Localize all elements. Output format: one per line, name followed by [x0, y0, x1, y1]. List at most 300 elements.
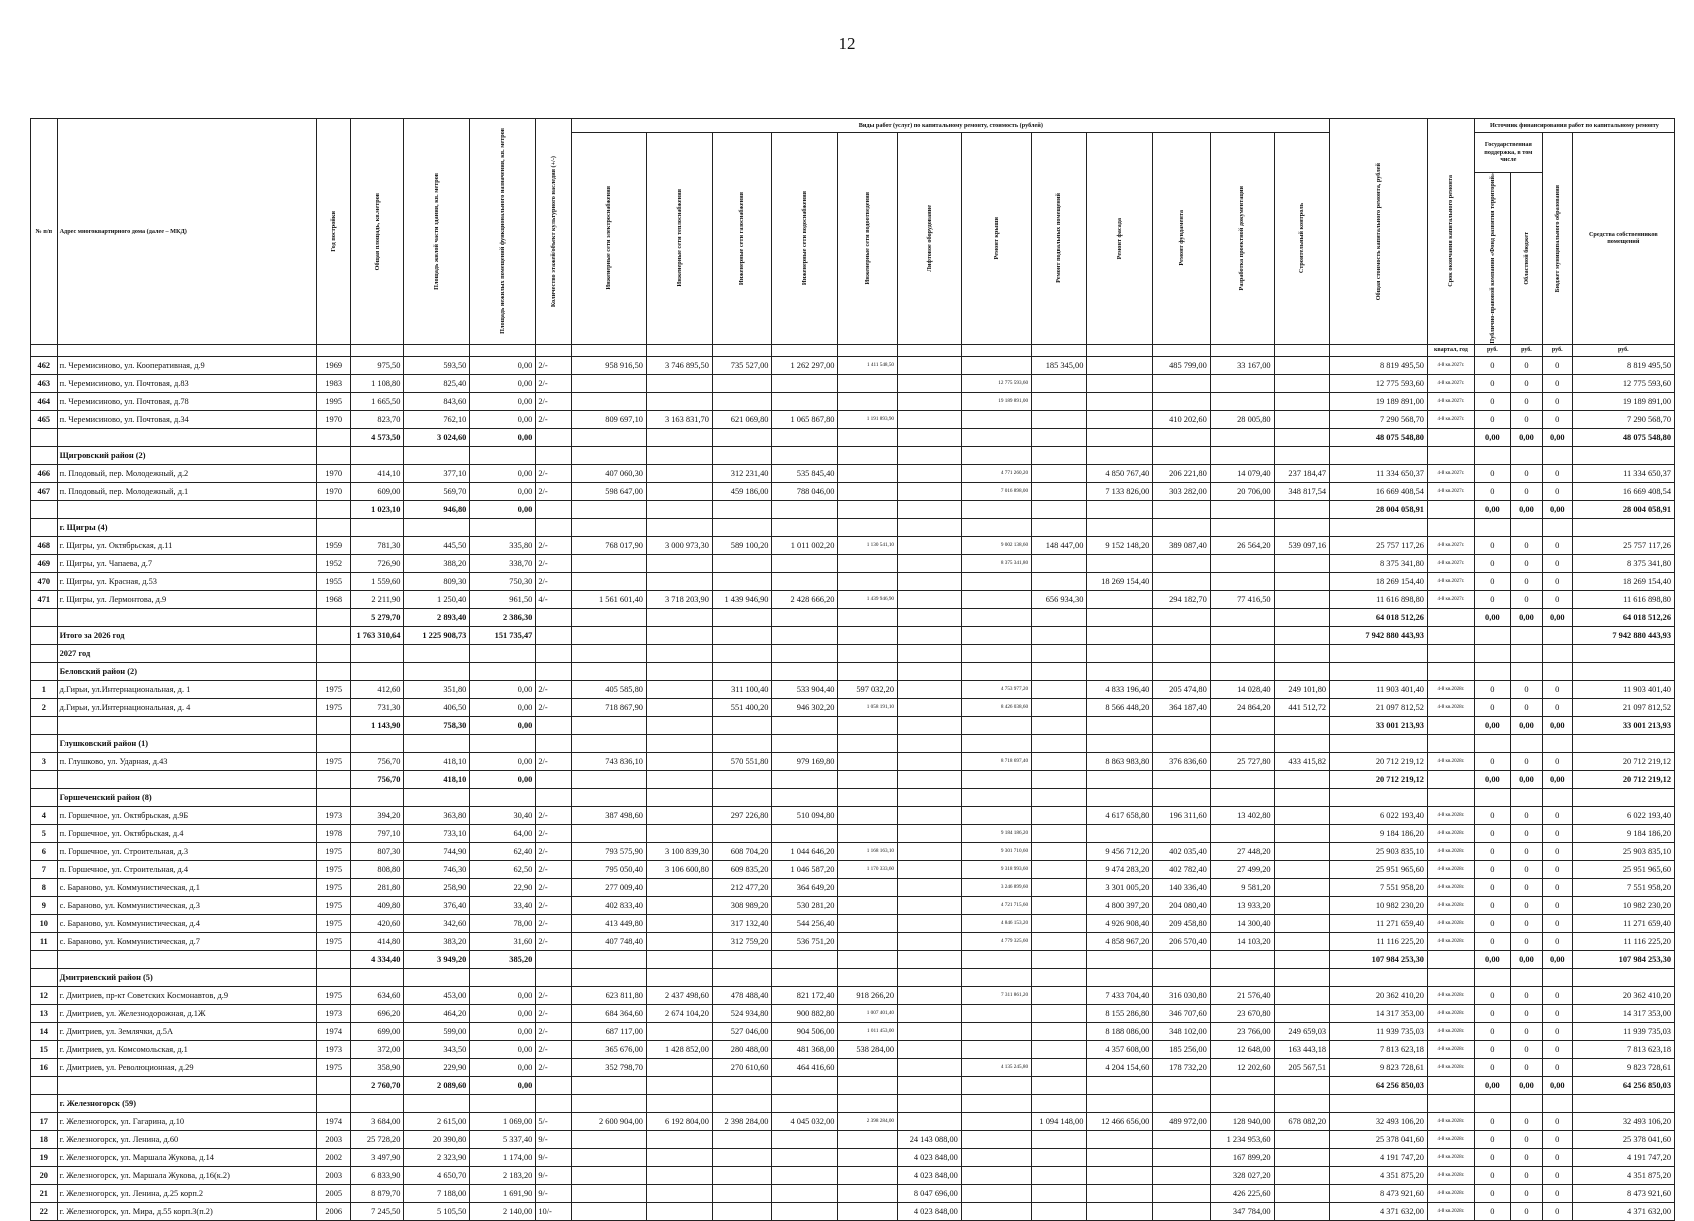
cell-control: [1274, 410, 1330, 428]
cell-found: [1153, 554, 1210, 572]
cell-total: 1 023,10: [351, 500, 404, 518]
cell-empty: [1210, 968, 1274, 986]
table-row: [31, 698, 1675, 716]
cell-nonres: 22,90: [470, 878, 536, 896]
cell-empty: [1153, 662, 1210, 680]
cell-reg: 0: [1510, 914, 1542, 932]
cell-nonres: 0,00: [470, 680, 536, 698]
cell-year: 1970: [317, 482, 351, 500]
cell-dl: [1427, 608, 1474, 626]
cell-facade: 9 456 712,20: [1087, 842, 1153, 860]
cell-cost: 25 757 117,26: [1330, 536, 1428, 554]
cell-year: 1973: [317, 1040, 351, 1058]
cell-year: 1995: [317, 392, 351, 410]
cell-roof: [961, 1148, 1031, 1166]
cell-gas: [712, 374, 772, 392]
cell-fund: 0,00: [1474, 716, 1510, 734]
cell-found: 206 570,40: [1153, 932, 1210, 950]
cell-fund: 0: [1474, 392, 1510, 410]
cell-water: [772, 392, 838, 410]
table-row: [31, 392, 1675, 410]
cell-design: 1 234 953,60: [1210, 1130, 1274, 1148]
cell-addr: [57, 428, 317, 446]
cell-facade: 4 617 658,80: [1087, 806, 1153, 824]
cell-year: [317, 500, 351, 518]
cell-base: [1032, 464, 1087, 482]
cell-sewer: [838, 932, 898, 950]
cell-base: [1032, 698, 1087, 716]
cell-design: [1210, 608, 1274, 626]
cell-control: [1274, 1184, 1330, 1202]
cell-total: 281,80: [351, 878, 404, 896]
unit-deadline: квартал, год: [1427, 344, 1474, 356]
cell-living: 229,90: [404, 1058, 470, 1076]
cell-empty: [470, 734, 536, 752]
cell-lift: [898, 356, 962, 374]
cell-dl: 4-й кв.2027г.: [1427, 374, 1474, 392]
cell-found: [1153, 392, 1210, 410]
cell-no: 3: [31, 752, 58, 770]
cell-nonres: 385,20: [470, 950, 536, 968]
cell-gas: [712, 392, 772, 410]
cell-water: 900 882,80: [772, 1004, 838, 1022]
cell-water: [772, 716, 838, 734]
cell-empty: [572, 788, 646, 806]
cell-base: [1032, 626, 1087, 644]
cell-no: 469: [31, 554, 58, 572]
cell-own: 48 075 548,80: [1572, 428, 1674, 446]
cell-empty: [1330, 788, 1428, 806]
cell-year: [317, 1076, 351, 1094]
cell-addr: г. Железногорск, ул. Мира, д.55 корп.3(п.2): [57, 1202, 317, 1220]
cell-heat: [646, 464, 712, 482]
cell-reg: 0: [1510, 680, 1542, 698]
cell-addr: с. Бараново, ул. Коммунистическая, д.3: [57, 896, 317, 914]
unit-rub-municipal: руб.: [1542, 344, 1572, 356]
cell-roof: [961, 1184, 1031, 1202]
header-owners-funds: Средства собственников помещений: [1572, 133, 1674, 345]
header-heat: Инженерные сети теплоснабжения: [646, 133, 712, 345]
cell-year: 1978: [317, 824, 351, 842]
cell-design: 14 079,40: [1210, 464, 1274, 482]
cell-gas: 312 759,20: [712, 932, 772, 950]
cell-empty: [31, 662, 58, 680]
cell-cost: 11 939 735,03: [1330, 1022, 1428, 1040]
cell-empty: [1330, 662, 1428, 680]
cell-empty: [961, 518, 1031, 536]
cell-gas: 308 989,20: [712, 896, 772, 914]
cell-living: 406,50: [404, 698, 470, 716]
cell-control: [1274, 860, 1330, 878]
cell-heat: [646, 932, 712, 950]
cell-empty: [838, 644, 898, 662]
cell-design: [1210, 770, 1274, 788]
cell-no: 462: [31, 356, 58, 374]
cell-floors: 2/-: [536, 896, 572, 914]
cell-cost: 4 371 632,00: [1330, 1202, 1428, 1220]
cell-floors: 2/-: [536, 914, 572, 932]
cell-sewer: [838, 554, 898, 572]
cell-lift: [898, 860, 962, 878]
cell-roof: [961, 716, 1031, 734]
cell-label: Итого за 2026 год: [57, 626, 317, 644]
cell-control: 441 512,72: [1274, 698, 1330, 716]
cell-floors: 2/-: [536, 986, 572, 1004]
cell-empty: [898, 644, 962, 662]
cell-addr: г. Дмитриев, ул. Землячки, д.5А: [57, 1022, 317, 1040]
table-row: [31, 1166, 1675, 1184]
cell-no: 10: [31, 914, 58, 932]
header-no: № п/п: [31, 119, 58, 345]
cell-no: 20: [31, 1166, 58, 1184]
group-label: 2027 год: [57, 644, 317, 662]
cell-floors: 2/-: [536, 824, 572, 842]
header-state-support: Государственная поддержка, в том числе: [1474, 133, 1542, 173]
cell-lift: [898, 464, 962, 482]
header-design: Разработка проектной документации: [1210, 133, 1274, 345]
cell-living: 758,30: [404, 716, 470, 734]
cell-floors: 9/-: [536, 1130, 572, 1148]
cell-empty: [404, 734, 470, 752]
subtotal-row: [31, 770, 1675, 788]
cell-roof: 4 721 715,60: [961, 896, 1031, 914]
cell-fund: 0: [1474, 806, 1510, 824]
cell-floors: [536, 1076, 572, 1094]
cell-mun: 0: [1542, 1004, 1572, 1022]
cell-found: 346 707,60: [1153, 1004, 1210, 1022]
cell-el: 352 798,70: [572, 1058, 646, 1076]
cell-roof: 9 318 993,60: [961, 860, 1031, 878]
cell-lift: [898, 932, 962, 950]
cell-empty: [1427, 662, 1474, 680]
cell-mun: 0: [1542, 1184, 1572, 1202]
cell-empty: [1032, 518, 1087, 536]
cell-roof: [961, 356, 1031, 374]
cell-base: [1032, 554, 1087, 572]
subtotal-row: [31, 608, 1675, 626]
cell-addr: [57, 716, 317, 734]
cell-cost: 11 616 898,80: [1330, 590, 1428, 608]
cell-living: 464,20: [404, 1004, 470, 1022]
cell-living: 809,30: [404, 572, 470, 590]
cell-mun: 0,00: [1542, 770, 1572, 788]
cell-el: [572, 374, 646, 392]
cell-control: [1274, 572, 1330, 590]
cell-facade: [1087, 500, 1153, 518]
cell-facade: 7 133 826,00: [1087, 482, 1153, 500]
cell-found: 206 221,80: [1153, 464, 1210, 482]
cell-heat: [646, 554, 712, 572]
cell-dl: 4-й кв.2027г.: [1427, 536, 1474, 554]
cell-gas: 317 132,40: [712, 914, 772, 932]
cell-empty: [572, 518, 646, 536]
cell-el: [572, 554, 646, 572]
cell-empty: [1274, 644, 1330, 662]
cell-control: [1274, 428, 1330, 446]
cell-roof: 12 775 593,60: [961, 374, 1031, 392]
cell-empty: [961, 446, 1031, 464]
cell-addr: с. Бараново, ул. Коммунистическая, д.7: [57, 932, 317, 950]
header-water: Инженерные сети водоснабжения: [772, 133, 838, 345]
cell-empty: [1510, 734, 1542, 752]
cell-living: 843,60: [404, 392, 470, 410]
cell-nonres: 0,00: [470, 1076, 536, 1094]
cell-floors: 4/-: [536, 590, 572, 608]
header-deadline: Срок окончания капитального ремонта: [1427, 119, 1474, 345]
cell-water: [772, 428, 838, 446]
cell-nonres: 0,00: [470, 1022, 536, 1040]
cell-reg: 0: [1510, 824, 1542, 842]
cell-no: 17: [31, 1112, 58, 1130]
cell-fund: 0: [1474, 1166, 1510, 1184]
cell-water: [772, 554, 838, 572]
cell-nonres: 1 174,00: [470, 1148, 536, 1166]
cell-facade: 8 566 448,20: [1087, 698, 1153, 716]
cell-reg: 0: [1510, 842, 1542, 860]
cell-sewer: 918 266,20: [838, 986, 898, 1004]
cell-cost: 4 351 875,20: [1330, 1166, 1428, 1184]
cell-found: 402 782,40: [1153, 860, 1210, 878]
cell-control: [1274, 896, 1330, 914]
cell-dl: 4-й кв.2028г.: [1427, 914, 1474, 932]
cell-year: 1975: [317, 986, 351, 1004]
cell-year: 1974: [317, 1022, 351, 1040]
cell-found: [1153, 1130, 1210, 1148]
cell-el: 365 676,00: [572, 1040, 646, 1058]
cell-living: 2 615,00: [404, 1112, 470, 1130]
cell-total: 414,80: [351, 932, 404, 950]
cell-empty: [1087, 788, 1153, 806]
cell-addr: г. Щигры, ул. Чапаева, д.7: [57, 554, 317, 572]
cell-reg: 0: [1510, 1112, 1542, 1130]
cell-control: [1274, 878, 1330, 896]
cell-empty: [1032, 968, 1087, 986]
cell-empty: [1210, 734, 1274, 752]
cell-mun: 0: [1542, 1112, 1572, 1130]
cell-control: 539 097,16: [1274, 536, 1330, 554]
cell-addr: с. Бараново, ул. Коммунистическая, д.1: [57, 878, 317, 896]
cell-empty: [1087, 518, 1153, 536]
cell-empty: [712, 518, 772, 536]
cell-empty: [470, 968, 536, 986]
cell-heat: [646, 680, 712, 698]
cell-design: 23 766,00: [1210, 1022, 1274, 1040]
cell-base: [1032, 1022, 1087, 1040]
cell-base: [1032, 392, 1087, 410]
cell-base: [1032, 572, 1087, 590]
cell-base: [1032, 608, 1087, 626]
cell-living: 383,20: [404, 932, 470, 950]
cell-fund: 0,00: [1474, 770, 1510, 788]
cell-empty: [838, 788, 898, 806]
cell-empty: [646, 968, 712, 986]
cell-design: [1210, 716, 1274, 734]
cell-total: 420,60: [351, 914, 404, 932]
cell-dl: 4-й кв.2028г.: [1427, 860, 1474, 878]
cell-base: [1032, 716, 1087, 734]
cell-living: 599,00: [404, 1022, 470, 1040]
cell-empty: [1087, 446, 1153, 464]
cell-no: 467: [31, 482, 58, 500]
cell-lift: 4 023 848,00: [898, 1202, 962, 1220]
table-row: [31, 536, 1675, 554]
cell-roof: 4 771 260,20: [961, 464, 1031, 482]
cell-floors: 2/-: [536, 932, 572, 950]
cell-empty: [1274, 1094, 1330, 1112]
cell-control: 348 817,54: [1274, 482, 1330, 500]
cell-nonres: 0,00: [470, 716, 536, 734]
group-label: Глушковский район (1): [57, 734, 317, 752]
cell-addr: г. Железногорск, ул. Маршала Жукова, д.16(к.2): [57, 1166, 317, 1184]
cell-empty: [317, 788, 351, 806]
cell-control: 678 082,20: [1274, 1112, 1330, 1130]
cell-no: 21: [31, 1184, 58, 1202]
cell-sewer: [838, 896, 898, 914]
cell-water: [772, 1166, 838, 1184]
cell-dl: 4-й кв.2028г.: [1427, 752, 1474, 770]
cell-living: 376,40: [404, 896, 470, 914]
cell-sewer: [838, 1130, 898, 1148]
cell-lift: 4 023 848,00: [898, 1148, 962, 1166]
cell-lift: [898, 500, 962, 518]
cell-design: 27 499,20: [1210, 860, 1274, 878]
cell-mun: 0: [1542, 1058, 1572, 1076]
cell-heat: 3 100 839,30: [646, 842, 712, 860]
cell-fund: 0: [1474, 1130, 1510, 1148]
cell-heat: [646, 1202, 712, 1220]
cell-nonres: 2 183,20: [470, 1166, 536, 1184]
cell-water: 1 011 002,20: [772, 536, 838, 554]
cell-design: [1210, 500, 1274, 518]
cell-fund: 0: [1474, 1112, 1510, 1130]
cell-roof: [961, 1004, 1031, 1022]
cell-empty: [317, 446, 351, 464]
cell-lift: [898, 950, 962, 968]
cell-found: [1153, 950, 1210, 968]
cell-dl: 4-й кв.2027г.: [1427, 572, 1474, 590]
cell-empty: [1510, 644, 1542, 662]
cell-design: 13 933,20: [1210, 896, 1274, 914]
cell-nonres: 1 691,90: [470, 1184, 536, 1202]
cell-floors: 10/-: [536, 1202, 572, 1220]
cell-cost: 11 334 650,37: [1330, 464, 1428, 482]
cell-lift: 24 143 088,00: [898, 1130, 962, 1148]
cell-base: [1032, 1040, 1087, 1058]
cell-total: 5 279,70: [351, 608, 404, 626]
cell-base: [1032, 500, 1087, 518]
cell-mun: 0: [1542, 536, 1572, 554]
cell-reg: 0,00: [1510, 428, 1542, 446]
cell-addr: п. Глушково, ул. Ударная, д.43: [57, 752, 317, 770]
cell-empty: [1542, 518, 1572, 536]
cell-control: [1274, 554, 1330, 572]
cell-nonres: 335,80: [470, 536, 536, 554]
cell-no: 15: [31, 1040, 58, 1058]
cell-empty: [772, 518, 838, 536]
cell-base: [1032, 1058, 1087, 1076]
cell-nonres: 62,40: [470, 842, 536, 860]
cell-empty: [838, 968, 898, 986]
cell-empty: [898, 518, 962, 536]
cell-empty: [1572, 644, 1674, 662]
cell-gas: 478 488,40: [712, 986, 772, 1004]
cell-floors: 2/-: [536, 698, 572, 716]
cell-empty: [1427, 644, 1474, 662]
cell-empty: [1474, 518, 1510, 536]
cell-empty: [1474, 788, 1510, 806]
group-label: Горшеченский район (8): [57, 788, 317, 806]
cell-gas: [712, 1166, 772, 1184]
cell-empty: [470, 1094, 536, 1112]
cell-el: [572, 608, 646, 626]
cell-heat: [646, 428, 712, 446]
cell-no: 5: [31, 824, 58, 842]
cell-empty: [772, 734, 838, 752]
cell-floors: 2/-: [536, 878, 572, 896]
cell-el: 402 833,40: [572, 896, 646, 914]
header-lift: Лифтовое оборудование: [898, 133, 962, 345]
cell-mun: 0: [1542, 878, 1572, 896]
cell-mun: 0: [1542, 1166, 1572, 1184]
cell-year: 1975: [317, 1058, 351, 1076]
cell-water: [772, 500, 838, 518]
cell-dl: 4-й кв.2028г.: [1427, 878, 1474, 896]
cell-mun: 0,00: [1542, 500, 1572, 518]
cell-facade: [1087, 356, 1153, 374]
cell-dl: 4-й кв.2028г.: [1427, 806, 1474, 824]
table-row: [31, 590, 1675, 608]
cell-heat: [646, 392, 712, 410]
group-header-row: [31, 446, 1675, 464]
cell-addr: п. Черемисиново, ул. Почтовая, д.83: [57, 374, 317, 392]
cell-heat: [646, 1076, 712, 1094]
cell-fund: 0: [1474, 1040, 1510, 1058]
cell-empty: [1032, 644, 1087, 662]
cell-total: 1 763 310,64: [351, 626, 404, 644]
cell-nonres: 0,00: [470, 392, 536, 410]
cell-lift: [898, 752, 962, 770]
cell-water: 536 751,20: [772, 932, 838, 950]
cell-cost: 7 942 880 443,93: [1330, 626, 1428, 644]
cell-found: [1153, 716, 1210, 734]
cell-reg: 0: [1510, 536, 1542, 554]
cell-design: [1210, 428, 1274, 446]
cell-empty: [1274, 446, 1330, 464]
cell-reg: 0: [1510, 1148, 1542, 1166]
cell-design: 77 416,50: [1210, 590, 1274, 608]
cell-fund: 0,00: [1474, 1076, 1510, 1094]
cell-total: 1 143,90: [351, 716, 404, 734]
cell-sewer: [838, 824, 898, 842]
cell-fund: 0: [1474, 914, 1510, 932]
cell-cost: 64 256 850,03: [1330, 1076, 1428, 1094]
cell-dl: 4-й кв.2028г.: [1427, 842, 1474, 860]
cell-floors: 2/-: [536, 410, 572, 428]
cell-total: 7 245,50: [351, 1202, 404, 1220]
cell-empty: [838, 1094, 898, 1112]
table-row: [31, 464, 1675, 482]
cell-reg: 0: [1510, 878, 1542, 896]
table-row: [31, 356, 1675, 374]
cell-reg: 0: [1510, 1166, 1542, 1184]
cell-fund: 0: [1474, 842, 1510, 860]
cell-facade: 4 800 397,20: [1087, 896, 1153, 914]
cell-reg: 0,00: [1510, 1076, 1542, 1094]
cell-living: 762,10: [404, 410, 470, 428]
cell-empty: [536, 644, 572, 662]
cell-water: 464 416,60: [772, 1058, 838, 1076]
cell-sewer: [838, 1148, 898, 1166]
